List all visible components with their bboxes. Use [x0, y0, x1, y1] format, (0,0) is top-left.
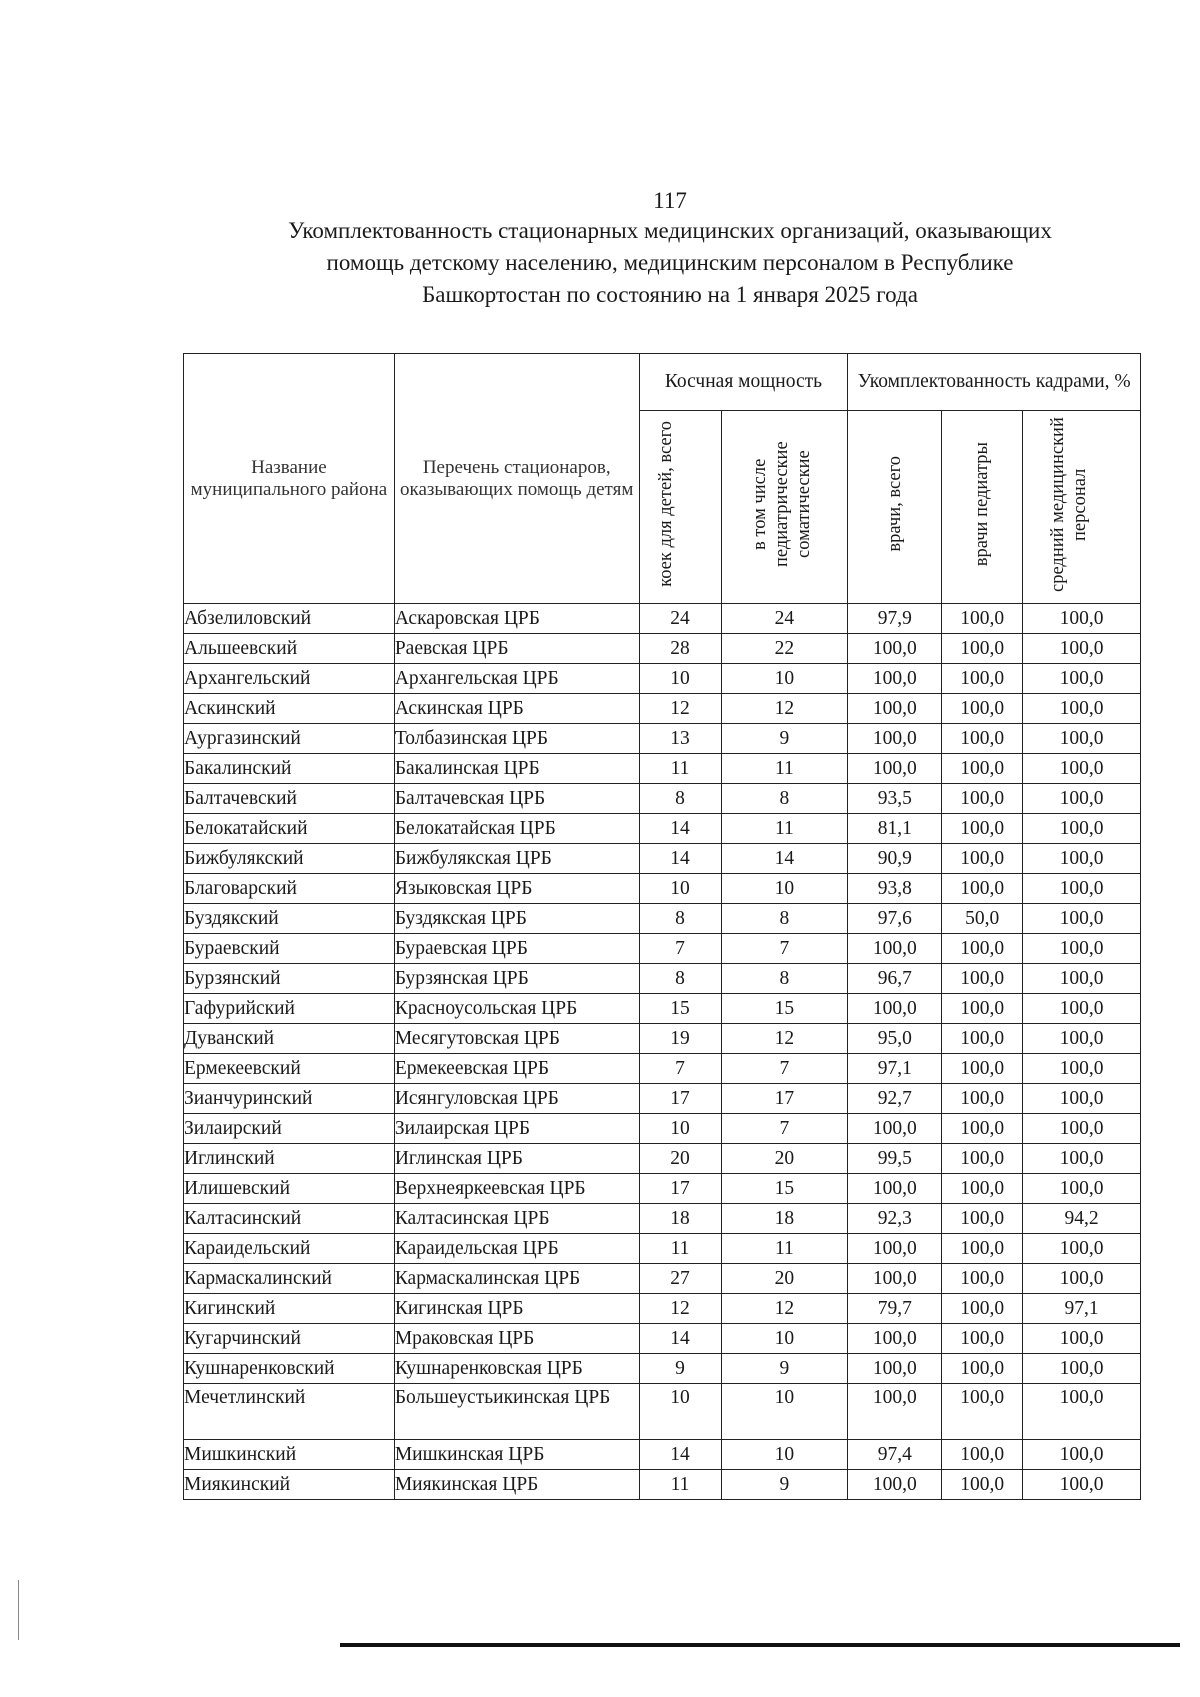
cell-doctors-all: 97,9 — [848, 604, 942, 634]
title-line: Башкортостан по состоянию на 1 января 2025 года — [422, 282, 918, 307]
cell-doctors-all: 90,9 — [848, 844, 942, 874]
cell-nurses: 100,0 — [1023, 1054, 1141, 1084]
cell-district: Иглинский — [184, 1144, 395, 1174]
cell-doctors-all: 93,8 — [848, 874, 942, 904]
cell-beds-pediatric: 11 — [721, 1234, 848, 1264]
cell-hospital: Толбазинская ЦРБ — [394, 724, 639, 754]
cell-nurses: 94,2 — [1023, 1204, 1141, 1234]
cell-doctors-all: 81,1 — [848, 814, 942, 844]
cell-doctors-pediatric: 100,0 — [942, 1354, 1023, 1384]
cell-beds-children: 13 — [639, 724, 721, 754]
cell-doctors-pediatric: 100,0 — [942, 964, 1023, 994]
header-nurses — [1023, 411, 1141, 604]
cell-beds-pediatric: 22 — [721, 634, 848, 664]
cell-nurses: 100,0 — [1023, 1084, 1141, 1114]
table-row — [184, 1054, 1141, 1084]
cell-nurses: 100,0 — [1023, 814, 1141, 844]
table-row — [184, 664, 1141, 694]
cell-district: Аскинский — [184, 694, 395, 724]
cell-beds-children: 19 — [639, 1024, 721, 1054]
cell-hospital: Большеустьикинская ЦРБ — [394, 1384, 639, 1440]
cell-doctors-pediatric: 100,0 — [942, 1174, 1023, 1204]
cell-beds-children: 28 — [639, 634, 721, 664]
cell-hospital: Буздякская ЦРБ — [394, 904, 639, 934]
cell-doctors-all: 95,0 — [848, 1024, 942, 1054]
cell-beds-pediatric: 10 — [721, 1440, 848, 1470]
cell-doctors-all: 96,7 — [848, 964, 942, 994]
cell-nurses: 100,0 — [1023, 1264, 1141, 1294]
cell-district: Абзелиловский — [184, 604, 395, 634]
header-staffing: Укомплектованность кадрами, % — [848, 354, 1141, 411]
cell-beds-children: 24 — [639, 604, 721, 634]
cell-district: Бижбулякский — [184, 844, 395, 874]
cell-nurses: 100,0 — [1023, 1024, 1141, 1054]
cell-doctors-all: 79,7 — [848, 1294, 942, 1324]
header-bed-capacity: Косчная мощность — [639, 354, 848, 411]
cell-district: Благоварский — [184, 874, 395, 904]
cell-nurses: 100,0 — [1023, 1234, 1141, 1264]
cell-doctors-pediatric: 100,0 — [942, 1114, 1023, 1144]
cell-nurses: 100,0 — [1023, 994, 1141, 1024]
table-row — [184, 814, 1141, 844]
table-row — [184, 1384, 1141, 1440]
table-row — [184, 1234, 1141, 1264]
cell-district: Кугарчинский — [184, 1324, 395, 1354]
cell-hospital: Кармаскалинская ЦРБ — [394, 1264, 639, 1294]
cell-district: Миякинский — [184, 1470, 395, 1500]
table-row — [184, 1354, 1141, 1384]
cell-beds-children: 15 — [639, 994, 721, 1024]
cell-beds-pediatric: 15 — [721, 994, 848, 1024]
table-row — [184, 1114, 1141, 1144]
cell-doctors-pediatric: 100,0 — [942, 814, 1023, 844]
cell-district: Зианчуринский — [184, 1084, 395, 1114]
cell-doctors-pediatric: 100,0 — [942, 1024, 1023, 1054]
cell-doctors-all: 100,0 — [848, 934, 942, 964]
table-row — [184, 964, 1141, 994]
cell-hospital: Бурзянская ЦРБ — [394, 964, 639, 994]
cell-beds-pediatric: 9 — [721, 724, 848, 754]
cell-hospital: Иглинская ЦРБ — [394, 1144, 639, 1174]
cell-doctors-all: 97,1 — [848, 1054, 942, 1084]
table-row — [184, 1144, 1141, 1174]
cell-doctors-pediatric: 100,0 — [942, 994, 1023, 1024]
cell-nurses: 100,0 — [1023, 634, 1141, 664]
cell-beds-pediatric: 10 — [721, 664, 848, 694]
cell-district: Архангельский — [184, 664, 395, 694]
document-title — [200, 215, 1140, 311]
cell-beds-children: 20 — [639, 1144, 721, 1174]
cell-hospital: Аскинская ЦРБ — [394, 694, 639, 724]
table-row — [184, 784, 1141, 814]
cell-beds-children: 14 — [639, 1324, 721, 1354]
cell-doctors-pediatric: 100,0 — [942, 1264, 1023, 1294]
cell-doctors-pediatric: 100,0 — [942, 1324, 1023, 1354]
cell-doctors-pediatric: 100,0 — [942, 1144, 1023, 1174]
cell-beds-children: 7 — [639, 934, 721, 964]
cell-beds-pediatric: 8 — [721, 784, 848, 814]
cell-nurses: 100,0 — [1023, 934, 1141, 964]
cell-hospital: Караидельская ЦРБ — [394, 1234, 639, 1264]
table-row — [184, 634, 1141, 664]
staffing-table — [183, 353, 1141, 1500]
cell-beds-pediatric: 7 — [721, 934, 848, 964]
cell-nurses: 100,0 — [1023, 724, 1141, 754]
cell-district: Буздякский — [184, 904, 395, 934]
cell-beds-children: 10 — [639, 874, 721, 904]
cell-district: Мечетлинский — [184, 1384, 395, 1440]
table-row — [184, 904, 1141, 934]
cell-doctors-all: 100,0 — [848, 724, 942, 754]
cell-district: Гафурийский — [184, 994, 395, 1024]
cell-district: Бураевский — [184, 934, 395, 964]
cell-beds-pediatric: 14 — [721, 844, 848, 874]
cell-doctors-pediatric: 100,0 — [942, 754, 1023, 784]
table-row — [184, 844, 1141, 874]
cell-hospital: Белокатайская ЦРБ — [394, 814, 639, 844]
cell-doctors-pediatric: 100,0 — [942, 1204, 1023, 1234]
table-row — [184, 1294, 1141, 1324]
cell-beds-children: 27 — [639, 1264, 721, 1294]
cell-doctors-all: 92,3 — [848, 1204, 942, 1234]
cell-doctors-pediatric: 100,0 — [942, 1084, 1023, 1114]
cell-beds-children: 14 — [639, 844, 721, 874]
cell-district: Илишевский — [184, 1174, 395, 1204]
cell-beds-pediatric: 11 — [721, 754, 848, 784]
cell-doctors-pediatric: 100,0 — [942, 874, 1023, 904]
table-row — [184, 694, 1141, 724]
cell-beds-children: 14 — [639, 814, 721, 844]
cell-beds-children: 11 — [639, 1234, 721, 1264]
cell-doctors-all: 100,0 — [848, 1264, 942, 1294]
scan-edge-line — [18, 1580, 19, 1640]
cell-nurses: 100,0 — [1023, 844, 1141, 874]
cell-doctors-all: 100,0 — [848, 634, 942, 664]
cell-doctors-pediatric: 100,0 — [942, 784, 1023, 814]
cell-beds-children: 10 — [639, 1384, 721, 1440]
cell-beds-children: 14 — [639, 1440, 721, 1470]
cell-doctors-all: 100,0 — [848, 1324, 942, 1354]
header-beds-children-text: коек для детей, всего — [656, 421, 677, 587]
cell-beds-pediatric: 11 — [721, 814, 848, 844]
cell-doctors-pediatric: 100,0 — [942, 1470, 1023, 1500]
cell-beds-children: 8 — [639, 784, 721, 814]
header-doctors-all — [848, 411, 942, 604]
title-line: Укомплектованность стационарных медицинских организаций, оказывающих — [288, 218, 1052, 243]
cell-hospital: Кушнаренковская ЦРБ — [394, 1354, 639, 1384]
cell-district: Кигинский — [184, 1294, 395, 1324]
cell-hospital: Бижбулякская ЦРБ — [394, 844, 639, 874]
cell-doctors-pediatric: 100,0 — [942, 934, 1023, 964]
table-row — [184, 754, 1141, 784]
cell-beds-children: 10 — [639, 664, 721, 694]
cell-beds-pediatric: 8 — [721, 964, 848, 994]
cell-nurses: 100,0 — [1023, 1114, 1141, 1144]
cell-doctors-all: 92,7 — [848, 1084, 942, 1114]
cell-nurses: 100,0 — [1023, 1174, 1141, 1204]
cell-district: Калтасинский — [184, 1204, 395, 1234]
cell-doctors-pediatric: 100,0 — [942, 634, 1023, 664]
cell-hospital: Месягутовская ЦРБ — [394, 1024, 639, 1054]
cell-nurses: 100,0 — [1023, 874, 1141, 904]
cell-hospital: Аскаровская ЦРБ — [394, 604, 639, 634]
cell-nurses: 100,0 — [1023, 784, 1141, 814]
table-row — [184, 1264, 1141, 1294]
table-row — [184, 994, 1141, 1024]
table-row — [184, 1440, 1141, 1470]
header-beds-children — [639, 411, 721, 604]
cell-hospital: Бураевская ЦРБ — [394, 934, 639, 964]
cell-doctors-pediatric: 100,0 — [942, 1234, 1023, 1264]
cell-nurses: 100,0 — [1023, 904, 1141, 934]
cell-doctors-pediatric: 100,0 — [942, 1294, 1023, 1324]
header-beds-pediatric-text: в том числе педиатрические соматические — [750, 441, 815, 567]
cell-beds-pediatric: 12 — [721, 1024, 848, 1054]
cell-district: Аургазинский — [184, 724, 395, 754]
cell-hospital: Исянгуловская ЦРБ — [394, 1084, 639, 1114]
cell-doctors-pediatric: 100,0 — [942, 604, 1023, 634]
cell-beds-children: 10 — [639, 1114, 721, 1144]
table-body — [184, 604, 1141, 1500]
cell-doctors-all: 97,6 — [848, 904, 942, 934]
cell-doctors-pediatric: 100,0 — [942, 1440, 1023, 1470]
cell-beds-pediatric: 24 — [721, 604, 848, 634]
cell-district: Кармаскалинский — [184, 1264, 395, 1294]
cell-district: Караидельский — [184, 1234, 395, 1264]
cell-district: Балтачевский — [184, 784, 395, 814]
cell-doctors-all: 100,0 — [848, 1470, 942, 1500]
cell-beds-children: 17 — [639, 1174, 721, 1204]
cell-district: Дуванский — [184, 1024, 395, 1054]
cell-beds-pediatric: 10 — [721, 1324, 848, 1354]
cell-beds-children: 8 — [639, 904, 721, 934]
cell-hospital: Языковская ЦРБ — [394, 874, 639, 904]
cell-hospital: Верхнеяркеевская ЦРБ — [394, 1174, 639, 1204]
table-row — [184, 934, 1141, 964]
cell-nurses: 100,0 — [1023, 664, 1141, 694]
cell-beds-pediatric: 10 — [721, 1384, 848, 1440]
cell-doctors-pediatric: 100,0 — [942, 724, 1023, 754]
cell-doctors-all: 100,0 — [848, 1234, 942, 1264]
cell-beds-children: 17 — [639, 1084, 721, 1114]
cell-doctors-pediatric: 100,0 — [942, 1054, 1023, 1084]
cell-doctors-all: 93,5 — [848, 784, 942, 814]
cell-nurses: 100,0 — [1023, 694, 1141, 724]
cell-hospital: Зилаирская ЦРБ — [394, 1114, 639, 1144]
cell-district: Бурзянский — [184, 964, 395, 994]
cell-hospital: Кигинская ЦРБ — [394, 1294, 639, 1324]
cell-nurses: 100,0 — [1023, 1470, 1141, 1500]
cell-nurses: 100,0 — [1023, 1384, 1141, 1440]
cell-beds-pediatric: 12 — [721, 1294, 848, 1324]
cell-doctors-pediatric: 100,0 — [942, 844, 1023, 874]
cell-doctors-all: 100,0 — [848, 694, 942, 724]
cell-hospital: Мишкинская ЦРБ — [394, 1440, 639, 1470]
cell-beds-children: 9 — [639, 1354, 721, 1384]
cell-beds-pediatric: 18 — [721, 1204, 848, 1234]
cell-beds-pediatric: 8 — [721, 904, 848, 934]
cell-hospital: Бакалинская ЦРБ — [394, 754, 639, 784]
cell-hospital: Красноусольская ЦРБ — [394, 994, 639, 1024]
header-doctors-all-text: врачи, всего — [884, 456, 905, 552]
header-beds-pediatric — [721, 411, 848, 604]
cell-hospital: Раевская ЦРБ — [394, 634, 639, 664]
cell-beds-pediatric: 15 — [721, 1174, 848, 1204]
cell-nurses: 97,1 — [1023, 1294, 1141, 1324]
cell-nurses: 100,0 — [1023, 964, 1141, 994]
header-nurses-text: средний медицинский персонал — [1047, 416, 1090, 592]
cell-hospital: Мраковская ЦРБ — [394, 1324, 639, 1354]
cell-doctors-pediatric: 50,0 — [942, 904, 1023, 934]
cell-hospital: Миякинская ЦРБ — [394, 1470, 639, 1500]
footer-rule — [340, 1643, 1180, 1647]
cell-district: Кушнаренковский — [184, 1354, 395, 1384]
header-hospitals: Перечень стационаров, оказывающих помощь детям — [394, 354, 639, 604]
table-row — [184, 1470, 1141, 1500]
cell-district: Мишкинский — [184, 1440, 395, 1470]
cell-nurses: 100,0 — [1023, 1440, 1141, 1470]
cell-beds-children: 8 — [639, 964, 721, 994]
cell-beds-pediatric: 7 — [721, 1114, 848, 1144]
cell-doctors-all: 100,0 — [848, 754, 942, 784]
cell-district: Альшеевский — [184, 634, 395, 664]
cell-beds-pediatric: 17 — [721, 1084, 848, 1114]
cell-hospital: Архангельская ЦРБ — [394, 664, 639, 694]
cell-beds-children: 18 — [639, 1204, 721, 1234]
cell-doctors-all: 97,4 — [848, 1440, 942, 1470]
cell-beds-pediatric: 10 — [721, 874, 848, 904]
cell-beds-children: 7 — [639, 1054, 721, 1084]
cell-hospital: Ермекеевская ЦРБ — [394, 1054, 639, 1084]
cell-doctors-all: 100,0 — [848, 1114, 942, 1144]
table-row — [184, 1204, 1141, 1234]
cell-doctors-all: 99,5 — [848, 1144, 942, 1174]
cell-beds-pediatric: 7 — [721, 1054, 848, 1084]
cell-nurses: 100,0 — [1023, 604, 1141, 634]
table-row — [184, 604, 1141, 634]
cell-nurses: 100,0 — [1023, 754, 1141, 784]
cell-district: Бакалинский — [184, 754, 395, 784]
cell-beds-pediatric: 20 — [721, 1144, 848, 1174]
header-doctors-pediatric-text: врачи педиатры — [972, 441, 993, 567]
table-row — [184, 1084, 1141, 1114]
cell-district: Ермекеевский — [184, 1054, 395, 1084]
cell-beds-pediatric: 9 — [721, 1470, 848, 1500]
cell-nurses: 100,0 — [1023, 1144, 1141, 1174]
cell-doctors-all: 100,0 — [848, 994, 942, 1024]
header-doctors-pediatric — [942, 411, 1023, 604]
cell-nurses: 100,0 — [1023, 1324, 1141, 1354]
table-row — [184, 1174, 1141, 1204]
cell-beds-children: 12 — [639, 1294, 721, 1324]
cell-beds-children: 12 — [639, 694, 721, 724]
table-row — [184, 1024, 1141, 1054]
cell-doctors-all: 100,0 — [848, 1384, 942, 1440]
cell-doctors-pediatric: 100,0 — [942, 1384, 1023, 1440]
table-row — [184, 724, 1141, 754]
cell-beds-children: 11 — [639, 754, 721, 784]
table-row — [184, 874, 1141, 904]
cell-doctors-pediatric: 100,0 — [942, 664, 1023, 694]
cell-beds-pediatric: 12 — [721, 694, 848, 724]
cell-doctors-all: 100,0 — [848, 1174, 942, 1204]
cell-doctors-all: 100,0 — [848, 1354, 942, 1384]
cell-doctors-all: 100,0 — [848, 664, 942, 694]
cell-hospital: Балтачевская ЦРБ — [394, 784, 639, 814]
table-row — [184, 1324, 1141, 1354]
cell-nurses: 100,0 — [1023, 1354, 1141, 1384]
header-district: Название муниципального района — [184, 354, 395, 604]
title-line: помощь детскому населению, медицинским персоналом в Республике — [326, 250, 1014, 275]
cell-hospital: Калтасинская ЦРБ — [394, 1204, 639, 1234]
cell-beds-pediatric: 20 — [721, 1264, 848, 1294]
page-number: 117 — [653, 188, 687, 213]
cell-doctors-pediatric: 100,0 — [942, 694, 1023, 724]
cell-district: Белокатайский — [184, 814, 395, 844]
cell-beds-children: 11 — [639, 1470, 721, 1500]
cell-beds-pediatric: 9 — [721, 1354, 848, 1384]
cell-district: Зилаирский — [184, 1114, 395, 1144]
